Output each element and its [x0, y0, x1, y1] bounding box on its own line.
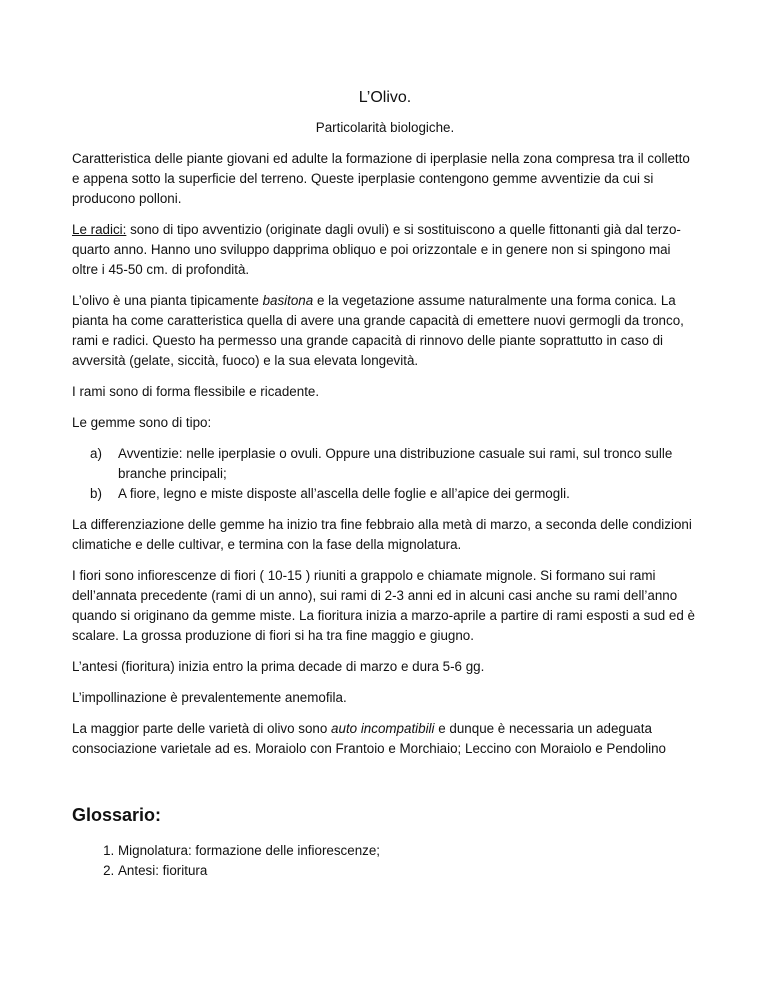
paragraph-antesi: L’antesi (fioritura) inizia entro la prima decade di marzo e dura 5-6 gg.: [72, 659, 485, 674]
paragraph-radici: [72, 220, 698, 280]
list-item: [90, 484, 698, 504]
glossary-list: [72, 841, 698, 881]
list-item-text: Avventizie: nelle iperplasie o ovuli. Oppure una distribuzione casuale sui rami, sul tronco sulle branche principali;: [118, 446, 673, 481]
paragraph-rami: I rami sono di forma flessibile e ricadente.: [72, 384, 320, 399]
list-marker: b): [90, 486, 102, 501]
paragraph-gemme-intro: Le gemme sono di tipo:: [72, 415, 212, 430]
paragraph-basitona: [72, 291, 698, 371]
document-title: L’Olivo.: [358, 89, 412, 106]
gemme-list: [72, 444, 698, 504]
document-body: [72, 86, 698, 892]
paragraph-impollinazione: L’impollinazione è prevalentemente anemofila.: [72, 690, 347, 705]
varieta-text-start: La maggior parte delle varietà di olivo sono: [72, 721, 332, 736]
glossary-item: 1. Mignolatura: formazione delle infiorescenze;: [118, 841, 698, 861]
glossary-item: 2. Antesi: fioritura: [118, 861, 698, 881]
radici-text: sono di tipo avventizio (originate dagli ovuli) e si sostituiscono a quelle fittonanti già dal terzo- quarto anno. Hanno uno sviluppo dapprima obliquo e poi orizzontale e in genere non si spingono mai oltre i 45-50 cm. di profondità.: [72, 222, 681, 277]
paragraph-iperplasie: Caratteristica delle piante giovani ed adulte la formazione di iperplasie nella zona compresa tra il colletto e appena sotto la superficie del terreno. Queste iperplasie contengono gemme avventizie da cui si producono polloni.: [72, 151, 690, 206]
glossary-heading: Glossario:: [72, 805, 162, 825]
radici-label: Le radici:: [72, 222, 127, 237]
paragraph-differenziazione: La differenziazione delle gemme ha inizio tra fine febbraio alla metà di marzo, a seconda delle condizioni climatiche e delle cultivar, e termina con la fase della mignolatura.: [72, 517, 692, 552]
paragraph-fiori: I fiori sono infiorescenze di fiori ( 10-15 ) riuniti a grappolo e chiamate mignole. Si formano sui rami dell’annata precedente (rami di un anno), sui rami di 2-3 anni ed in alcuni casi anche su rami dell’anno quando si originano da gemme miste. La fioritura inizia a marzo-aprile a partire di rami esposti a sud ed è scalare. La grossa produzione di fiori si ha tra fine maggio e giugno.: [72, 568, 695, 643]
basitona-text-start: L’olivo è una pianta tipicamente: [72, 293, 263, 308]
paragraph-varieta: [72, 719, 698, 759]
document-subtitle: Particolarità biologiche.: [315, 120, 455, 135]
auto-incompatibili-term: auto incompatibili: [331, 721, 435, 736]
list-marker: a): [90, 446, 102, 461]
basitona-term: basitona: [262, 293, 314, 308]
list-item-text: A fiore, legno e miste disposte all’ascella delle foglie e all’apice dei germogli.: [118, 486, 570, 501]
list-item: [90, 444, 698, 484]
varieta-text-end: e dunque è necessaria un adeguata consociazione varietale ad es. Moraiolo con Frantoio e Morchiaio; Leccino con Moraiolo e Pendolino: [72, 721, 666, 756]
basitona-text-end: e la vegetazione assume naturalmente una forma conica. La pianta ha come caratteristica quella di avere una grande capacità di emettere nuovi germogli da tronco, rami e radici. Questo ha permesso una grande capacità di rinnovo delle piante soprattutto in caso di avversità (gelate, siccità, fuoco) e la sua elevata longevità.: [72, 293, 684, 368]
